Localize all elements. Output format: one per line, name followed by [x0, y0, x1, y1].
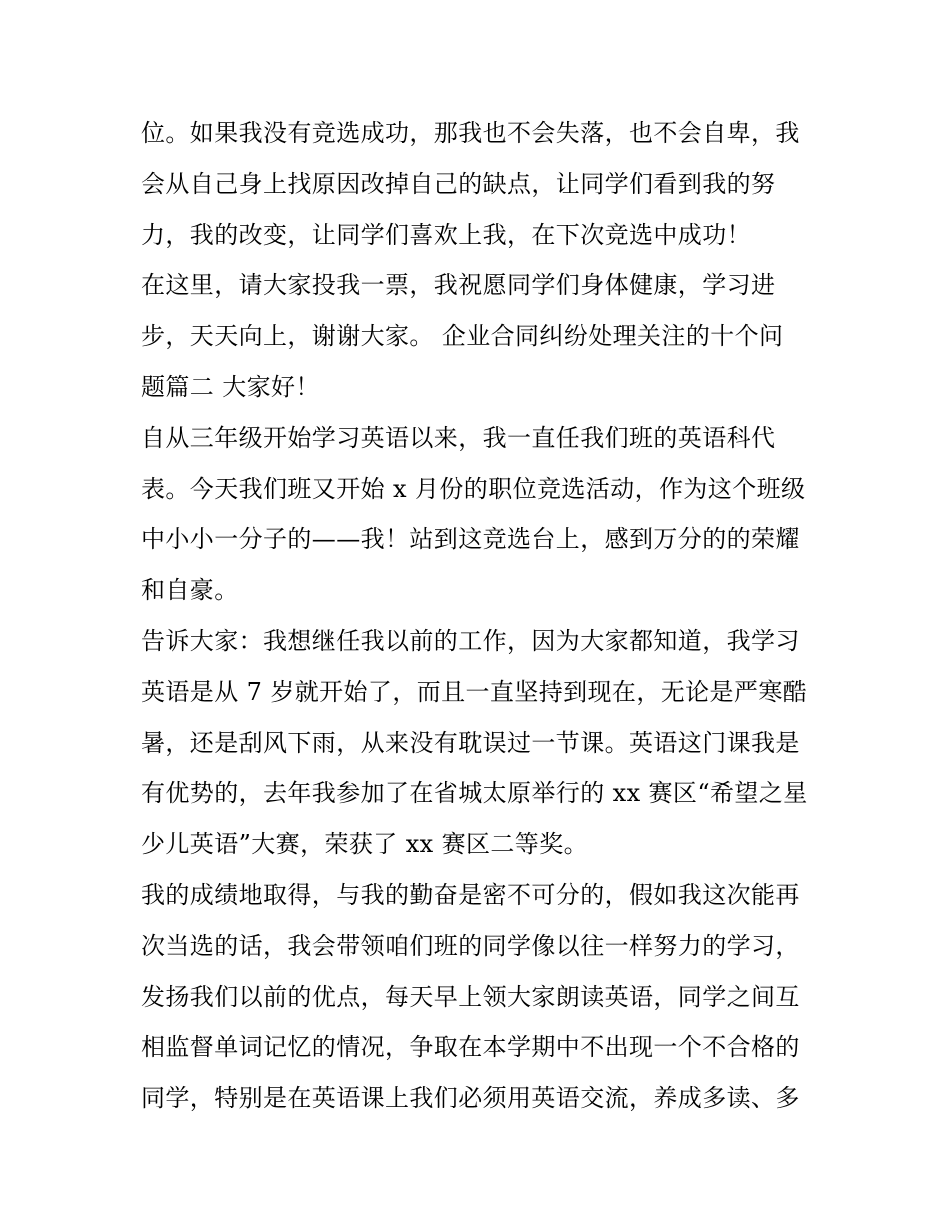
text-line: 告诉大家：我想继任我以前的工作，因为大家都知道，我学习 [141, 626, 800, 655]
body-text [141, 108, 821, 1124]
text-line: 少儿英语”大赛，荣获了 xx 赛区二等奖。 [141, 830, 588, 859]
text-line: 表。今天我们班又开始 x 月份的职位竞选活动，作为这个班级 [141, 474, 806, 503]
text-line: 在这里，请大家投我一票，我祝愿同学们身体健康，学习进 [141, 271, 776, 300]
text-line: 会从自己身上找原因改掉自己的缺点，让同学们看到我的努 [141, 169, 776, 198]
text-line: 暑，还是刮风下雨，从来没有耽误过一节课。英语这门课我是 [141, 728, 800, 757]
text-line: 我的成绩地取得，与我的勤奋是密不可分的，假如我这次能再 [141, 880, 800, 909]
text-line: 题篇二 大家好！ [141, 372, 320, 401]
text-line: 次当选的话，我会带领咱们班的同学像以往一样努力的学习， [141, 931, 800, 960]
text-line: 自从三年级开始学习英语以来，我一直任我们班的英语科代 [141, 423, 776, 452]
text-line: 力，我的改变，让同学们喜欢上我，在下次竞选中成功！ [141, 220, 751, 249]
text-line: 发扬我们以前的优点，每天早上领大家朗读英语，同学之间互 [141, 982, 800, 1011]
text-line: 有优势的，去年我参加了在省城太原举行的 xx 赛区“希望之星 [141, 779, 808, 808]
text-line: 和自豪。 [141, 576, 239, 605]
text-line: 英语是从 7 岁就开始了，而且一直坚持到现在，无论是严寒酷 [141, 677, 808, 706]
text-line: 中小小一分子的——我！站到这竞选台上，感到万分的的荣耀 [141, 525, 800, 554]
text-line: 步，天天向上，谢谢大家。 企业合同纠纷处理关注的十个问 [141, 322, 784, 351]
text-line: 位。如果我没有竞选成功，那我也不会失落，也不会自卑，我 [141, 119, 800, 147]
text-line: 同学，特别是在英语课上我们必须用英语交流，养成多读、多 [141, 1084, 800, 1113]
text-line: 相监督单词记忆的情况，争取在本学期中不出现一个不合格的 [141, 1033, 800, 1062]
